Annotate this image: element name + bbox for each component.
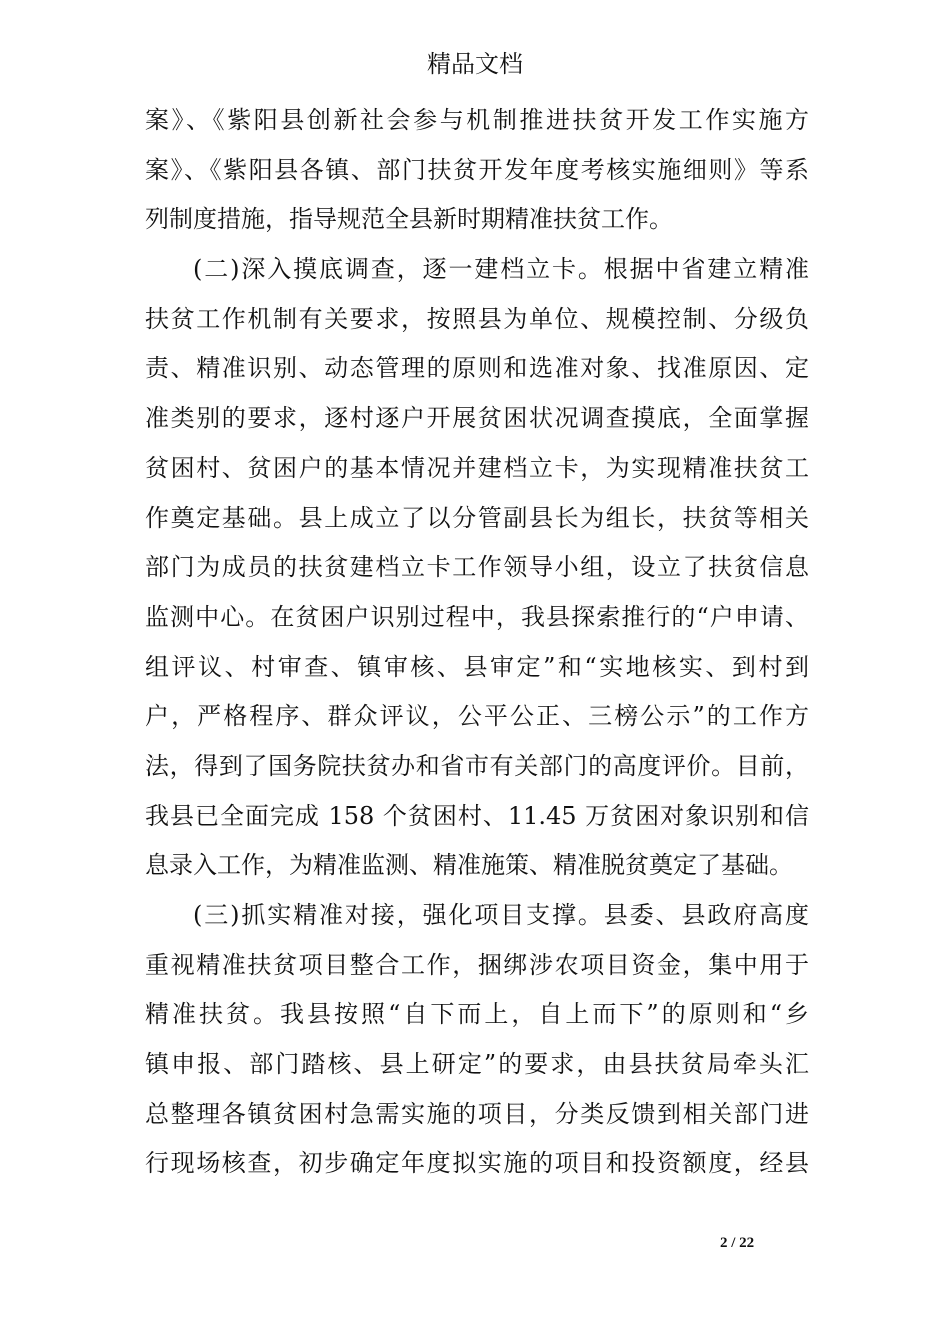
- text-line: 息录入工作，为精准监测、精准施策、精准脱贫奠定了基础。: [145, 851, 793, 880]
- text-line: 监测中心。在贫困户识别过程中，我县探索推行的“户申请、: [145, 602, 809, 631]
- text-line: 贫困村、贫困户的基本情况并建档立卡，为实现精准扶贫工: [145, 453, 809, 482]
- text-line: 精准扶贫。我县按照“自下而上，自上而下”的原则和“乡: [145, 1000, 809, 1029]
- paragraph-start-line: (三)抓实精准对接，强化项目支撑。县委、县政府高度: [193, 901, 809, 929]
- text-line: 案》、《紫阳县创新社会参与机制推进扶贫开发工作实施方: [145, 106, 809, 134]
- text-line: 扶贫工作机制有关要求，按照县为单位、规模控制、分级负: [145, 304, 809, 333]
- text-line: 组评议、村审查、镇审核、县审定”和“实地核实、到村到: [145, 652, 809, 681]
- text-line: 行现场核查，初步确定年度拟实施的项目和投资额度，经县: [145, 1149, 809, 1178]
- text-line: 列制度措施，指导规范全县新时期精准扶贫工作。: [145, 205, 673, 234]
- text-line: 户，严格程序、群众评议，公平公正、三榜公示”的工作方: [145, 702, 809, 731]
- text-line: 作奠定基础。县上成立了以分管副县长为组长，扶贫等相关: [145, 503, 809, 532]
- text-line: 总整理各镇贫困村急需实施的项目，分类反馈到相关部门进: [145, 1099, 809, 1128]
- text-line: 责、精准识别、动态管理的原则和选准对象、找准原因、定: [145, 354, 809, 383]
- text-line: 部门为成员的扶贫建档立卡工作领导小组，设立了扶贫信息: [145, 553, 809, 582]
- text-line: 准类别的要求，逐村逐户开展贫困状况调查摸底，全面掌握: [145, 404, 809, 433]
- text-line: 我县已全面完成 158 个贫困村、11.45 万贫困对象识别和信: [145, 801, 809, 830]
- text-line: 法，得到了国务院扶贫办和省市有关部门的高度评价。目前，: [145, 751, 809, 780]
- page-number: 2 / 22: [720, 1235, 755, 1251]
- paragraph-start-line: (二)深入摸底调查，逐一建档立卡。根据中省建立精准: [193, 255, 809, 284]
- text-line: 镇申报、部门踏核、县上研定”的要求，由县扶贫局牵头汇: [145, 1050, 809, 1079]
- text-line: 重视精准扶贫项目整合工作，捆绑涉农项目资金，集中用于: [145, 950, 809, 979]
- text-line: 案》、《紫阳县各镇、部门扶贫开发年度考核实施细则》等系: [145, 155, 809, 184]
- page-header: 精品文档: [427, 50, 523, 78]
- document-body: [145, 96, 809, 1189]
